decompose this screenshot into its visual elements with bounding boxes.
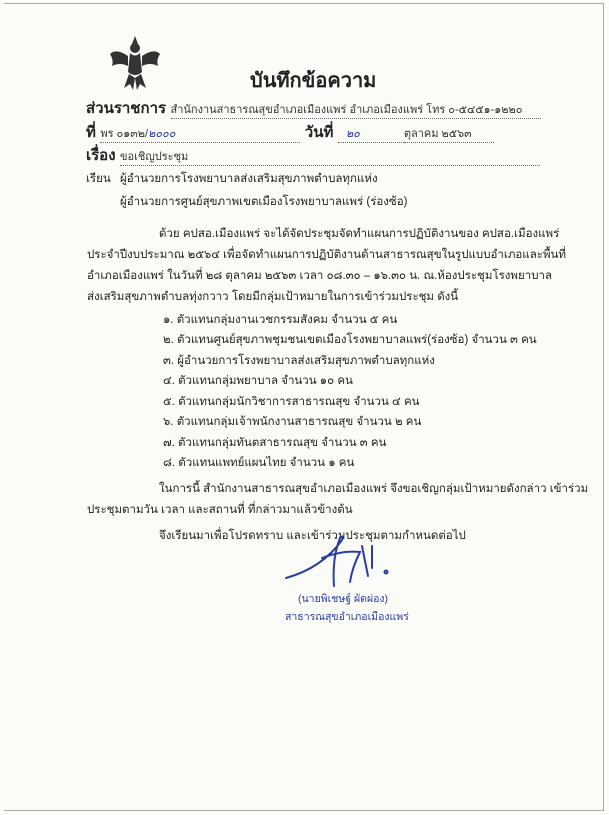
agency-text: สำนักงานสาธารณสุขอำเภอเมืองแพร่ อำเภอเมืองแพร่ โทร ๐-๕๔๕๑-๑๒๒๐ bbox=[170, 104, 523, 116]
list-item: ๖. ตัวแทนกลุ่มเจ้าพนักงานสาธารณสุข จำนวน ๒ คน bbox=[163, 416, 422, 428]
to-label: เรียน bbox=[86, 173, 111, 185]
closing-line-2: ประชุมตามวัน เวลา และสถานที่ ที่กล่าวมาแล้วข้างต้น bbox=[87, 504, 353, 516]
page-border-right bbox=[603, 3, 604, 811]
to-line-2: ผู้อำนวยการศูนย์สุขภาพเขตเมืองโรงพยาบาลแพร่ (ร่องซ้อ) bbox=[120, 196, 408, 208]
page-border-top bbox=[4, 3, 604, 4]
body-line-1: ด้วย คปสอ.เมืองแพร่ จะได้จัดประชุมจัดทำแผนการปฏิบัติงานของ คปสอ.เมืองแพร่ bbox=[159, 228, 560, 240]
list-item: ๑. ตัวแทนกลุ่มงานเวชกรรมสังคม จำนวน ๕ คน bbox=[163, 314, 398, 326]
body-line-2: ประจำปีงบประมาณ ๒๕๖๔ เพื่อจัดทำแผนการปฏิบัติงานด้านสาธารณสุขในรูปแบบอำเภอและพื้นที่ bbox=[87, 249, 566, 261]
closing-line-1: ในการนี้ สำนักงานสาธารณสุขอำเภอเมืองแพร่ จึงขอเชิญกลุ่มเป้าหมายดังกล่าว เข้าร่วม bbox=[159, 483, 589, 495]
list-item: ๔. ตัวแทนกลุ่มพยาบาล จำนวน ๑๐ คน bbox=[163, 375, 353, 387]
agency-label: ส่วนราชการ bbox=[86, 100, 167, 117]
subject-row bbox=[86, 143, 540, 167]
body-line-4: ส่งเสริมสุขภาพตำบลทุ่งกวาว โดยมีกลุ่มเป้าหมายในการเข้าร่วมประชุม ดังนี้ bbox=[87, 291, 459, 303]
list-item: ๒. ตัวแทนศูนย์สุขภาพชุมชนเขตเมืองโรงพยาบาลแพร่(ร่องซ้อ) จำนวน ๓ คน bbox=[163, 334, 537, 346]
list-item: ๕. ตัวแทนกลุ่มนักวิชาการสาธารณสุข จำนวน ๔ คน bbox=[163, 396, 420, 408]
date-label: วันที่ bbox=[304, 124, 334, 141]
request-line: จึงเรียนมาเพื่อโปรดทราบ และเข้าร่วมประชุมตามกำหนดต่อไป bbox=[159, 530, 466, 542]
list-item: ๓. ผู้อำนวยการโรงพยาบาลส่งเสริมสุขภาพตำบลทุกแห่ง bbox=[163, 355, 435, 367]
date-month-year: ตุลาคม ๒๕๖๓ bbox=[404, 124, 494, 143]
page-border-bottom bbox=[4, 810, 604, 811]
agency-value bbox=[171, 100, 541, 119]
ref-label: ที่ bbox=[86, 124, 96, 141]
list-item: ๗. ตัวแทนกลุ่มทันตสาธารณสุข จำนวน ๓ คน bbox=[163, 437, 387, 449]
signer-name: (นายพิเชษฐ์ ผัดผ่อง) bbox=[298, 593, 389, 605]
subject-label: เรื่อง bbox=[86, 147, 116, 164]
ref-value bbox=[100, 124, 300, 143]
body-line-3: อำเภอเมืองแพร่ ในวันที่ ๒๘ ตุลาคม ๒๕๖๓ เวลา ๐๘.๓๐ – ๑๖.๓๐ น. ณ.ห้องประชุมโรงพยาบาล bbox=[87, 270, 552, 282]
date-day-text: ๒๐ bbox=[345, 128, 360, 140]
garuda-emblem-icon bbox=[108, 34, 162, 92]
subject-value bbox=[120, 147, 540, 166]
agency-row bbox=[86, 96, 541, 120]
reference-row bbox=[86, 120, 494, 144]
signer-position: สาธารณสุขอำเภอเมืองแพร่ bbox=[285, 611, 409, 623]
date-day bbox=[338, 124, 404, 143]
list-item: ๘. ตัวแทนแพทย์แผนไทย จำนวน ๑ คน bbox=[163, 457, 355, 469]
ref-number: พร ๐๑๓๒/ bbox=[100, 128, 149, 140]
memo-title: บันทึกข้อความ bbox=[250, 70, 377, 92]
signature-icon bbox=[282, 528, 412, 594]
ref-handwritten: ๒๐๐๐ bbox=[148, 128, 176, 140]
to-line-1: ผู้อำนวยการโรงพยาบาลส่งเสริมสุขภาพตำบลทุกแห่ง bbox=[120, 173, 378, 185]
subject-text: ขอเชิญประชุม bbox=[119, 151, 189, 163]
